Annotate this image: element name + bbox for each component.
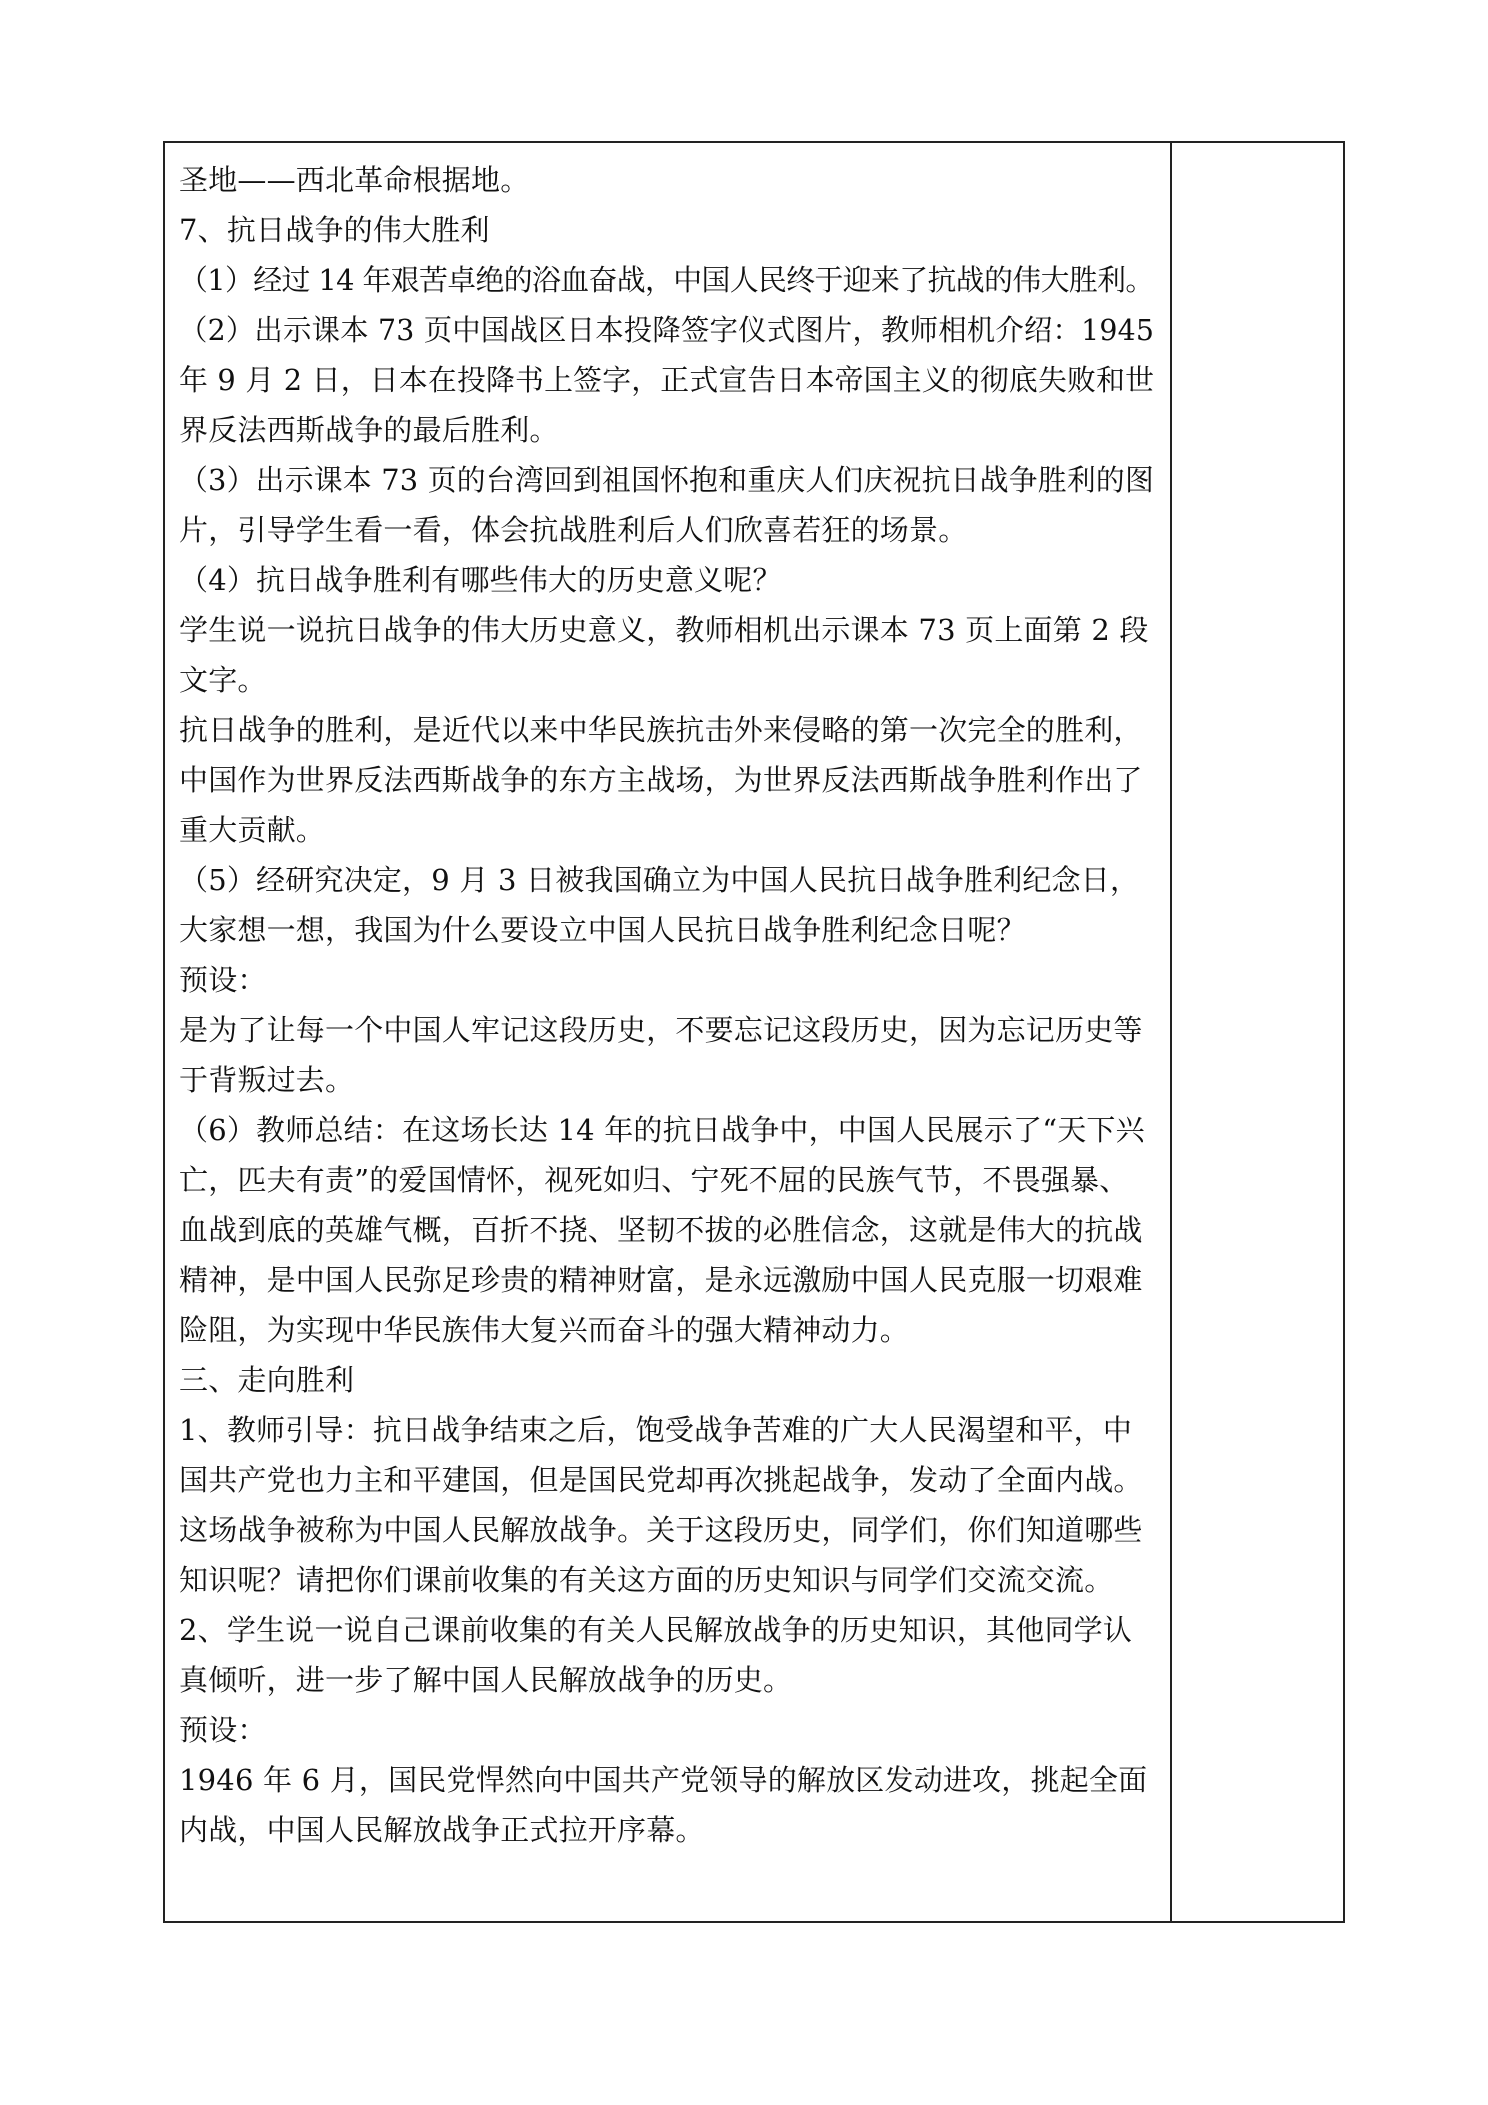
section-heading-victory: 7、抗日战争的伟大胜利 — [179, 213, 490, 247]
text-line: 是为了让每一个中国人牢记这段历史，不要忘记这段历史，因为忘记历史等 — [179, 1013, 1143, 1047]
text-line: 重大贡献。 — [179, 813, 326, 847]
text-line: 内战，中国人民解放战争正式拉开序幕。 — [179, 1813, 705, 1847]
text-line: 真倾听，进一步了解中国人民解放战争的历史。 — [179, 1663, 793, 1697]
text-line: 1946 年 6 月，国民党悍然向中国共产党领导的解放区发动进攻，挑起全面 — [179, 1763, 1148, 1797]
text-line: 血战到底的英雄气概，百折不挠、坚韧不拔的必胜信念，这就是伟大的抗战 — [179, 1213, 1143, 1247]
text-line: （2）出示课本 73 页中国战区日本投降签字仪式图片，教师相机介绍：1945 — [179, 313, 1155, 347]
text-line: （6）教师总结：在这场长达 14 年的抗日战争中，中国人民展示了“天下兴 — [179, 1113, 1145, 1147]
text-line: 知识呢？请把你们课前收集的有关这方面的历史知识与同学们交流交流。 — [179, 1563, 1114, 1597]
text-line: 预设： — [179, 963, 267, 997]
text-line: （4）抗日战争胜利有哪些伟大的历史意义呢？ — [179, 563, 782, 597]
section-heading-3: 三、走向胜利 — [179, 1363, 355, 1397]
text-line: （3）出示课本 73 页的台湾回到祖国怀抱和重庆人们庆祝抗日战争胜利的图 — [179, 463, 1155, 497]
text-line: 国共产党也力主和平建国，但是国民党却再次挑起战争，发动了全面内战。 — [179, 1463, 1143, 1497]
text-line: 学生说一说抗日战争的伟大历史意义，教师相机出示课本 73 页上面第 2 段 — [179, 613, 1149, 647]
text-line: 于背叛过去。 — [179, 1063, 355, 1097]
text-line: 文字。 — [179, 663, 267, 697]
text-line: 中国作为世界反法西斯战争的东方主战场，为世界反法西斯战争胜利作出了 — [179, 763, 1143, 797]
text-line: 界反法西斯战争的最后胜利。 — [179, 413, 559, 447]
text-line: 2、学生说一说自己课前收集的有关人民解放战争的历史知识，其他同学认 — [179, 1613, 1133, 1647]
text-line: 大家想一想，我国为什么要设立中国人民抗日战争胜利纪念日呢？ — [179, 913, 1026, 947]
text-line: 险阻，为实现中华民族伟大复兴而奋斗的强大精神动力。 — [179, 1313, 910, 1347]
notes-column — [1172, 143, 1343, 1921]
text-line: （1）经过 14 年艰苦卓绝的浴血奋战，中国人民终于迎来了抗战的伟大胜利。 — [179, 263, 1154, 297]
text-line: 预设： — [179, 1713, 267, 1747]
text-line: （5）经研究决定，9 月 3 日被我国确立为中国人民抗日战争胜利纪念日， — [179, 863, 1140, 897]
text-line: 圣地——西北革命根据地。 — [179, 163, 530, 197]
text-line: 精神，是中国人民弥足珍贵的精神财富，是永远激励中国人民克服一切艰难 — [179, 1263, 1143, 1297]
text-line: 亡，匹夫有责”的爱国情怀，视死如归、宁死不屈的民族气节，不畏强暴、 — [179, 1163, 1129, 1197]
text-line: 1、教师引导：抗日战争结束之后，饱受战争苦难的广大人民渴望和平，中 — [179, 1413, 1133, 1447]
lesson-content-cell — [179, 155, 1154, 1855]
lesson-table — [163, 141, 1345, 1923]
text-line: 年 9 月 2 日，日本在投降书上签字，正式宣告日本帝国主义的彻底失败和世 — [179, 363, 1155, 397]
text-line: 片，引导学生看一看，体会抗战胜利后人们欣喜若狂的场景。 — [179, 513, 968, 547]
text-line: 这场战争被称为中国人民解放战争。关于这段历史，同学们，你们知道哪些 — [179, 1513, 1143, 1547]
text-line: 抗日战争的胜利，是近代以来中华民族抗击外来侵略的第一次完全的胜利， — [179, 713, 1143, 747]
